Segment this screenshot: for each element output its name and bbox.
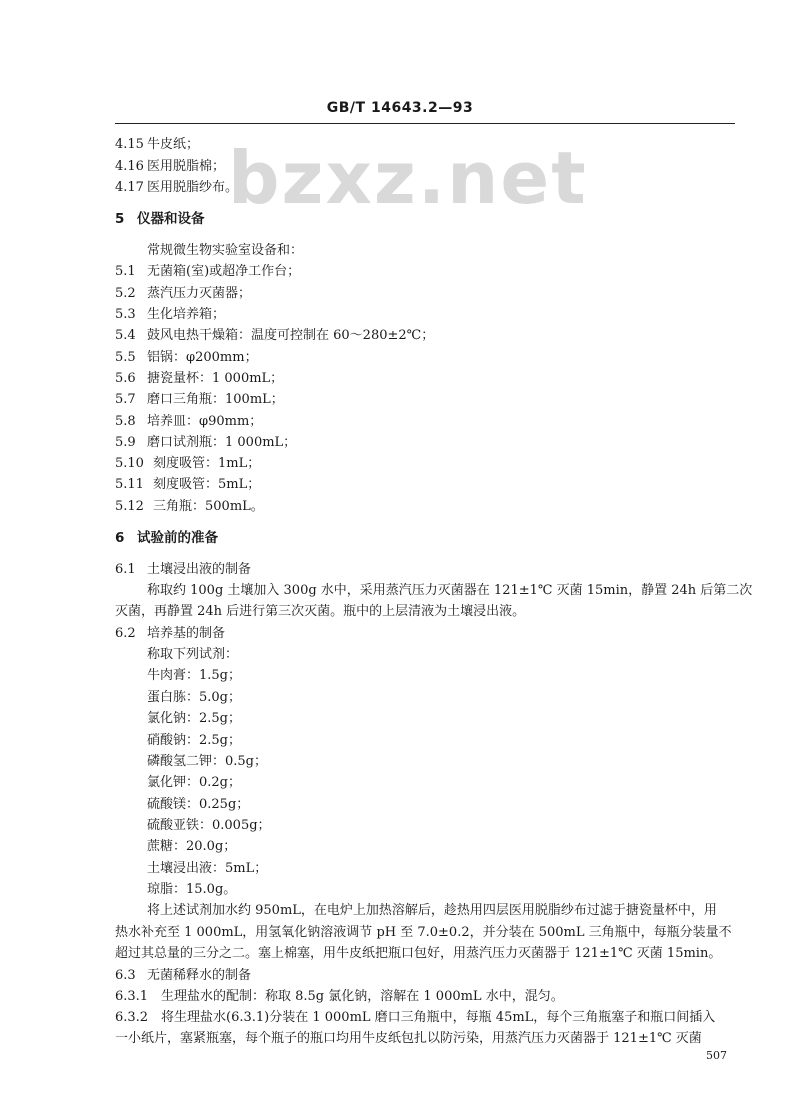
list-item	[115, 286, 251, 302]
reagent-item: 蛋白胨：5.0g；	[147, 690, 241, 705]
subsection-number: 6.3	[115, 968, 136, 983]
item-text: 生化培养箱；	[147, 307, 226, 322]
list-item	[115, 414, 262, 430]
item-number: 5.12	[115, 499, 144, 514]
page-header: GB/T 14643.2—93	[326, 100, 474, 116]
item-number: 4.15	[115, 137, 144, 152]
reagent-item: 牛肉膏：1.5g；	[147, 668, 241, 683]
list-item	[115, 328, 434, 344]
paragraph-line: 将上述试剂加水约 950mL，在电炉上加热溶解后，趁热用四层医用脱脂纱布过滤于搪瓷量杯中，用	[147, 903, 717, 918]
watermark: bzxz.net	[228, 136, 588, 220]
list-item	[115, 371, 283, 387]
list-item	[115, 137, 199, 153]
reagent-item: 硫酸亚铁：0.005g；	[147, 818, 271, 833]
item-text: 刻度吸管：1mL；	[153, 456, 261, 471]
subsection-number: 6.2	[115, 626, 136, 641]
reagent-item: 蔗糖：20.0g；	[147, 839, 237, 854]
paragraph-line: 一小纸片，塞紧瓶塞，每个瓶子的瓶口均用牛皮纸包扎以防污染，用蒸汽压力灭菌器于 121±1℃ 灭菌	[115, 1031, 702, 1046]
section-heading	[115, 530, 218, 546]
reagent-item: 硝酸钠：2.5g；	[147, 733, 241, 748]
list-item	[115, 350, 258, 366]
item-text: 医用脱脂棉；	[147, 159, 226, 174]
section-number: 5	[115, 211, 125, 227]
item-text: 牛皮纸；	[147, 137, 200, 152]
item-number: 5.10	[115, 456, 144, 471]
subsection-title: 无菌稀释水的制备	[147, 968, 252, 983]
item-number: 5.11	[115, 477, 144, 492]
item-text: 培养皿：φ90mm；	[147, 414, 263, 429]
item-number: 4.17	[115, 180, 144, 195]
item-number: 5.2	[115, 286, 136, 301]
item-number: 5.7	[115, 392, 136, 407]
item-text: 无菌箱(室)或超净工作台；	[147, 264, 301, 279]
paragraph-line: 超过其总量的三分之二。塞上棉塞，用牛皮纸把瓶口包好，用蒸汽压力灭菌器于 121±1℃ 灭菌 15min。	[115, 946, 722, 961]
paragraph-line: 灭菌，再静置 24h 后进行第三次灭菌。瓶中的上层清液为土壤浸出液。	[115, 604, 526, 619]
item-text: 刻度吸管：5mL；	[153, 477, 261, 492]
subsection-heading	[115, 626, 225, 642]
item-number: 5.3	[115, 307, 136, 322]
subsection-heading	[115, 562, 251, 578]
item-number: 5.9	[115, 435, 136, 450]
subsubsection-text: 生理盐水的配制：称取 8.5g 氯化钠，溶解在 1 000mL 水中，混匀。	[161, 989, 564, 1004]
item-text: 医用脱脂纱布。	[147, 180, 239, 195]
item-number: 5.4	[115, 328, 136, 343]
page-number: 507	[706, 1049, 727, 1062]
paragraph: 常规微生物实验室设备和：	[147, 243, 304, 258]
item-number: 5.5	[115, 350, 136, 365]
list-item	[115, 435, 296, 451]
reagent-item: 琼脂：15.0g。	[147, 882, 237, 897]
item-text: 鼓风电热干燥箱：温度可控制在 60～280±2℃；	[147, 328, 435, 343]
subsubsection	[115, 1010, 715, 1026]
item-number: 5.6	[115, 371, 136, 386]
header-rule	[115, 123, 735, 124]
paragraph-line: 热水补充至 1 000mL，用氢氧化钠溶液调节 pH 至 7.0±0.2，并分装在 500mL 三角瓶中，每瓶分装量不	[115, 925, 732, 940]
list-item	[115, 180, 238, 196]
subsection-title: 培养基的制备	[147, 626, 226, 641]
section-number: 6	[115, 530, 125, 546]
reagent-item: 氯化钾：0.2g；	[147, 775, 241, 790]
list-item	[115, 456, 260, 472]
section-title: 试验前的准备	[137, 530, 218, 546]
subsection-heading	[115, 968, 251, 984]
list-item	[115, 392, 284, 408]
item-number: 5.1	[115, 264, 136, 279]
item-number: 5.8	[115, 414, 136, 429]
section-heading	[115, 211, 205, 227]
subsection-title: 土壤浸出液的制备	[147, 562, 252, 577]
item-text: 磨口试剂瓶：1 000mL；	[147, 435, 297, 450]
list-item	[115, 159, 225, 175]
item-text: 磨口三角瓶：100mL；	[147, 392, 284, 407]
paragraph-line: 称取约 100g 土壤加入 300g 水中，采用蒸汽压力灭菌器在 121±1℃ 灭菌 15min，静置 24h 后第二次	[147, 583, 753, 598]
subsubsection-number: 6.3.1	[115, 989, 149, 1004]
item-text: 铝锅：φ200mm；	[147, 350, 258, 365]
subsubsection-number: 6.3.2	[115, 1010, 149, 1025]
section-title: 仪器和设备	[137, 211, 205, 227]
item-number: 4.16	[115, 159, 144, 174]
subsubsection	[115, 989, 564, 1005]
item-text: 三角瓶：500mL。	[153, 499, 264, 514]
reagent-item: 氯化钠：2.5g；	[147, 711, 241, 726]
subsubsection-text: 将生理盐水(6.3.1)分装在 1 000mL 磨口三角瓶中，每瓶 45mL，每个三角瓶塞子和瓶口间插入	[161, 1010, 716, 1025]
list-item	[115, 499, 264, 515]
item-text: 搪瓷量杯：1 000mL；	[147, 371, 284, 386]
reagent-item: 硫酸镁：0.25g；	[147, 797, 250, 812]
item-text: 蒸汽压力灭菌器；	[147, 286, 252, 301]
paragraph-line: 称取下列试剂：	[147, 647, 239, 662]
list-item	[115, 264, 300, 280]
reagent-item: 磷酸氢二钾：0.5g；	[147, 754, 267, 769]
reagent-item: 土壤浸出液：5mL；	[147, 861, 268, 876]
list-item	[115, 307, 225, 323]
subsection-number: 6.1	[115, 562, 136, 577]
list-item	[115, 477, 260, 493]
